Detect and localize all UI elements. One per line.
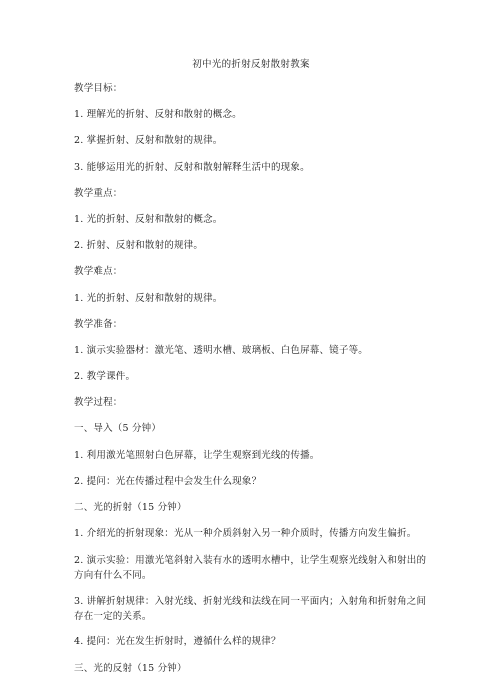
process-part-1-item-1: 1. 利用激光笔照射白色屏幕，让学生观察到光线的传播。 (74, 449, 320, 461)
process-part-2-item-1: 1. 介绍光的折射现象：光从一种介质斜射入另一种介质时，传播方向发生偏折。 (74, 528, 417, 540)
document-title: 初中光的折射反射散射教案 (192, 59, 310, 70)
section-heading-objectives: 教学目标： (74, 83, 123, 94)
difficulty-item-1: 1. 光的折射、反射和散射的规律。 (74, 292, 223, 304)
process-part-2-item-3: 3. 讲解折射规律：入射光线、折射光线和法线在同一平面内；入射角和折射角之间存在一定的关系。 (74, 596, 427, 623)
process-part-2-heading: 二、光的折射（15 分钟） (74, 502, 187, 513)
section-heading-process: 教学过程： (74, 397, 123, 409)
process-part-1-heading: 一、导入（5 分钟） (74, 423, 162, 435)
section-heading-preparation: 教学准备： (74, 318, 123, 330)
preparation-item-1: 1. 演示实验器材：激光笔、透明水槽、玻璃板、白色屏幕、镜子等。 (74, 344, 368, 356)
section-heading-difficulties: 教学难点： (74, 266, 123, 278)
objective-item-1: 1. 理解光的折射、反射和散射的概念。 (74, 109, 242, 121)
process-part-1-item-2: 2. 提问：光在传播过程中会发生什么现象？ (74, 475, 262, 487)
section-heading-key-points: 教学重点： (74, 187, 123, 199)
key-point-item-1: 1. 光的折射、反射和散射的概念。 (74, 213, 223, 225)
preparation-item-2: 2. 教学课件。 (74, 371, 136, 383)
process-part-2-item-4: 4. 提问：光在发生折射时，遵循什么样的规律？ (74, 636, 281, 648)
document-body (74, 82, 430, 688)
process-part-2-item-2: 2. 演示实验：用激光笔斜射入装有水的透明水槽中，让学生观察光线射入和射出的方向有什么不同。 (74, 555, 427, 582)
process-part-3-heading: 三、光的反射（15 分钟） (74, 662, 187, 674)
key-point-item-2: 2. 折射、反射和散射的规律。 (74, 240, 204, 252)
objective-item-3: 3. 能够运用光的折射、反射和散射解释生活中的现象。 (74, 161, 310, 173)
objective-item-2: 2. 掌握折射、反射和散射的规律。 (74, 135, 223, 147)
